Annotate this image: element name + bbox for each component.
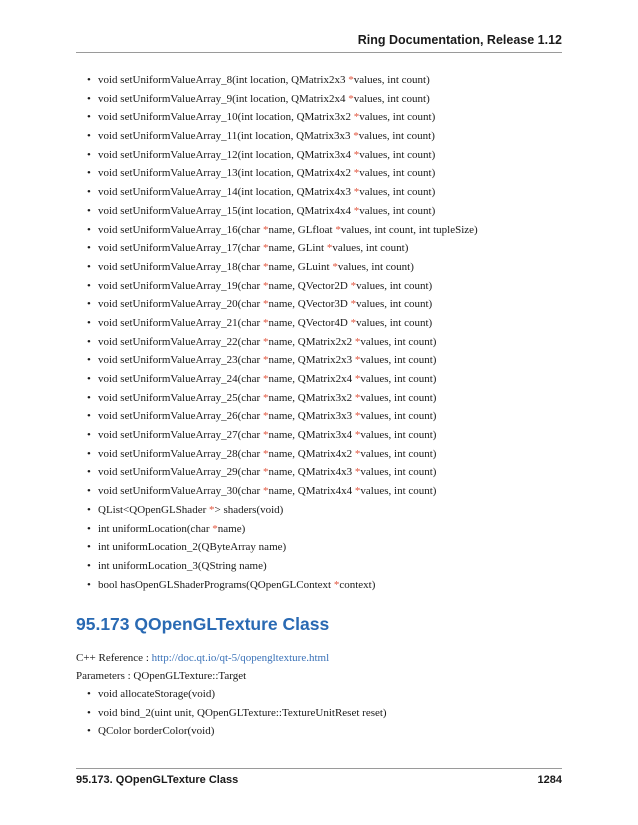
method-text: void setUniformValueArray_26(char: [98, 410, 263, 423]
method-text: name, GLuint: [268, 260, 333, 273]
page-header-title: Ring Documentation, Release 1.12: [357, 33, 562, 47]
method-text: name, GLfloat: [268, 223, 336, 236]
method-text: context): [339, 578, 376, 591]
method-text: void setUniformValueArray_27(char: [98, 429, 263, 442]
pointer-star: *: [262, 354, 269, 367]
list-item: [76, 722, 566, 741]
section-heading: 95.173 QOpenGLTexture Class: [76, 614, 330, 634]
list-item: [76, 277, 566, 296]
pointer-star: *: [354, 410, 361, 423]
list-item: [76, 445, 566, 464]
method-text: values, int count): [359, 204, 436, 217]
method-text: name, QMatrix2x2: [268, 335, 355, 348]
method-text: name, QVector3D: [268, 298, 351, 311]
list-item: [76, 482, 566, 501]
method-text: void setUniformValueArray_29(char: [98, 466, 263, 479]
list-item: [76, 183, 566, 202]
pointer-star: *: [353, 111, 360, 124]
method-text: values, int count): [356, 279, 433, 292]
method-text: values, int count): [359, 111, 436, 124]
method-text: name, QMatrix3x2: [268, 391, 355, 404]
list-item: [76, 108, 566, 127]
list-item: [76, 239, 566, 258]
pointer-star: *: [354, 466, 361, 479]
header-divider: [76, 52, 562, 53]
pointer-star: *: [262, 335, 269, 348]
method-text: void setUniformValueArray_16(char: [98, 223, 263, 236]
method-list: [76, 685, 566, 741]
pointer-star: *: [335, 223, 341, 236]
pointer-star: *: [262, 485, 269, 498]
method-text: values, int count): [360, 466, 437, 479]
cpp-reference-label: C++ Reference :: [76, 652, 152, 664]
method-text: void setUniformValueArray_9(int location, QMatrix2x4: [98, 92, 349, 105]
method-text: > shaders(void): [214, 503, 284, 516]
pointer-star: *: [354, 373, 361, 385]
method-text: values, int count): [360, 410, 437, 423]
pointer-star: *: [354, 447, 361, 460]
method-text: void setUniformValueArray_12(int location, QMatrix3x4: [98, 148, 354, 161]
list-item: [76, 164, 566, 183]
pointer-star: *: [326, 242, 333, 255]
method-text: name, QVector2D: [268, 279, 351, 292]
pointer-star: *: [353, 130, 359, 143]
method-text: values, int count): [360, 391, 437, 404]
pointer-star: *: [350, 298, 357, 311]
method-text: name, QVector4D: [268, 316, 351, 329]
pointer-star: *: [353, 186, 360, 199]
list-item: [76, 351, 566, 370]
method-text: void setUniformValueArray_30(char: [98, 485, 263, 498]
list-item: [76, 685, 566, 704]
method-text: bool hasOpenGLShaderPrograms(QOpenGLContext: [98, 578, 334, 591]
method-text: values, int count): [359, 186, 436, 199]
method-text: int uniformLocation_3(QString name): [98, 559, 267, 572]
method-text: values, int count): [356, 298, 433, 311]
pointer-star: *: [212, 522, 218, 535]
pointer-star: *: [262, 279, 269, 292]
pointer-star: *: [262, 410, 269, 423]
method-text: values, int count, int tupleSize): [340, 223, 478, 236]
list-item: [76, 202, 566, 221]
method-text: void setUniformValueArray_14(int location, QMatrix4x3: [98, 186, 354, 199]
method-text: QList<QOpenGLShader: [98, 503, 209, 516]
page-number: 1284: [537, 774, 562, 786]
method-text: void setUniformValueArray_15(int location, QMatrix4x4: [98, 204, 354, 217]
pointer-star: *: [350, 316, 357, 329]
pointer-star: *: [262, 242, 269, 255]
method-text: QColor borderColor(void): [98, 725, 215, 738]
list-item: [76, 463, 566, 482]
pointer-star: *: [333, 578, 340, 591]
pointer-star: *: [262, 447, 269, 460]
method-text: void setUniformValueArray_23(char: [98, 354, 263, 367]
method-text: values, int count): [360, 485, 437, 498]
method-text: int uniformLocation(char: [98, 522, 213, 535]
method-text: int uniformLocation_2(QByteArray name): [98, 541, 287, 554]
method-text: values, int count): [360, 354, 437, 367]
method-text: values, int count): [360, 335, 437, 348]
method-text: void setUniformValueArray_13(int location, QMatrix4x2: [98, 167, 354, 180]
method-text: name, QMatrix4x3: [268, 466, 355, 479]
list-item: [76, 370, 566, 389]
method-text: values, int count): [358, 130, 435, 143]
method-text: void setUniformValueArray_11(int location, QMatrix3x3: [98, 130, 354, 143]
method-text: name, QMatrix2x3: [268, 354, 355, 367]
pointer-star: *: [262, 429, 269, 442]
pointer-star: *: [262, 298, 269, 311]
method-text: name, GLint: [268, 242, 327, 255]
list-item: [76, 90, 566, 109]
pointer-star: *: [209, 503, 215, 516]
method-text: values, int count): [353, 92, 430, 105]
method-text: void setUniformValueArray_28(char: [98, 447, 263, 460]
pointer-star: *: [354, 354, 361, 367]
list-item: [76, 146, 566, 165]
method-text: void setUniformValueArray_22(char: [98, 335, 263, 348]
list-item: [76, 538, 566, 557]
list-item: [76, 127, 566, 146]
method-text: void setUniformValueArray_17(char: [98, 242, 263, 255]
method-text: values, int count): [356, 316, 433, 329]
method-text: void setUniformValueArray_25(char: [98, 391, 263, 404]
pointer-star: *: [332, 260, 338, 273]
list-item: [76, 576, 566, 595]
pointer-star: *: [353, 167, 360, 180]
method-text: name): [217, 522, 246, 535]
pointer-star: *: [354, 391, 361, 404]
list-item: [76, 407, 566, 426]
list-item: [76, 71, 566, 90]
method-text: values, int count): [359, 167, 436, 180]
method-text: values, int count): [353, 74, 430, 86]
method-text: name, QMatrix4x4: [268, 485, 355, 498]
parameters-line: Parameters : QOpenGLTexture::Target: [76, 670, 247, 682]
list-item: [76, 426, 566, 445]
method-text: name, QMatrix2x4: [268, 373, 355, 385]
list-item: [76, 258, 566, 277]
method-text: void setUniformValueArray_8(int location, QMatrix2x3: [98, 74, 349, 86]
pointer-star: *: [350, 279, 357, 292]
pointer-star: *: [353, 204, 360, 217]
list-item: [76, 557, 566, 576]
method-list: [76, 71, 566, 594]
pointer-star: *: [262, 391, 269, 404]
method-text: values, int count): [360, 373, 437, 385]
pointer-star: *: [348, 92, 354, 105]
pointer-star: *: [354, 335, 361, 348]
list-item: [76, 520, 566, 539]
method-text: values, int count): [359, 148, 436, 161]
list-item: [76, 501, 566, 520]
method-text: name, QMatrix4x2: [268, 447, 355, 460]
list-item: [76, 314, 566, 333]
list-item: [76, 333, 566, 352]
method-text: void setUniformValueArray_24(char: [98, 373, 263, 385]
pointer-star: *: [262, 260, 269, 273]
list-item: [76, 221, 566, 240]
pointer-star: *: [354, 485, 361, 498]
footer-divider: [76, 768, 562, 769]
method-text: name, QMatrix3x3: [268, 410, 355, 423]
method-text: void bind_2(uint unit, QOpenGLTexture::TextureUnitReset reset): [98, 706, 387, 719]
method-text: void setUniformValueArray_18(char: [98, 260, 263, 273]
method-text: values, int count): [332, 242, 409, 255]
method-text: void setUniformValueArray_20(char: [98, 298, 263, 311]
cpp-reference-link[interactable]: http://doc.qt.io/qt-5/qopengltexture.html: [151, 652, 330, 664]
pointer-star: *: [262, 466, 269, 479]
method-text: void allocateStorage(void): [98, 688, 215, 700]
list-item: [76, 389, 566, 408]
method-text: void setUniformValueArray_10(int location, QMatrix3x2: [98, 111, 354, 124]
pointer-star: *: [262, 373, 269, 385]
method-text: void setUniformValueArray_19(char: [98, 279, 263, 292]
footer-section-title: 95.173. QOpenGLTexture Class: [76, 774, 239, 786]
pointer-star: *: [262, 316, 269, 329]
pointer-star: *: [262, 223, 269, 236]
pointer-star: *: [348, 74, 354, 86]
method-text: name, QMatrix3x4: [268, 429, 355, 442]
method-text: void setUniformValueArray_21(char: [98, 316, 263, 329]
list-item: [76, 704, 566, 723]
pointer-star: *: [353, 148, 360, 161]
method-text: values, int count): [360, 447, 437, 460]
pointer-star: *: [354, 429, 361, 442]
cpp-reference-line: [76, 652, 329, 664]
method-text: values, int count): [360, 429, 437, 442]
list-item: [76, 295, 566, 314]
method-text: values, int count): [337, 260, 414, 273]
